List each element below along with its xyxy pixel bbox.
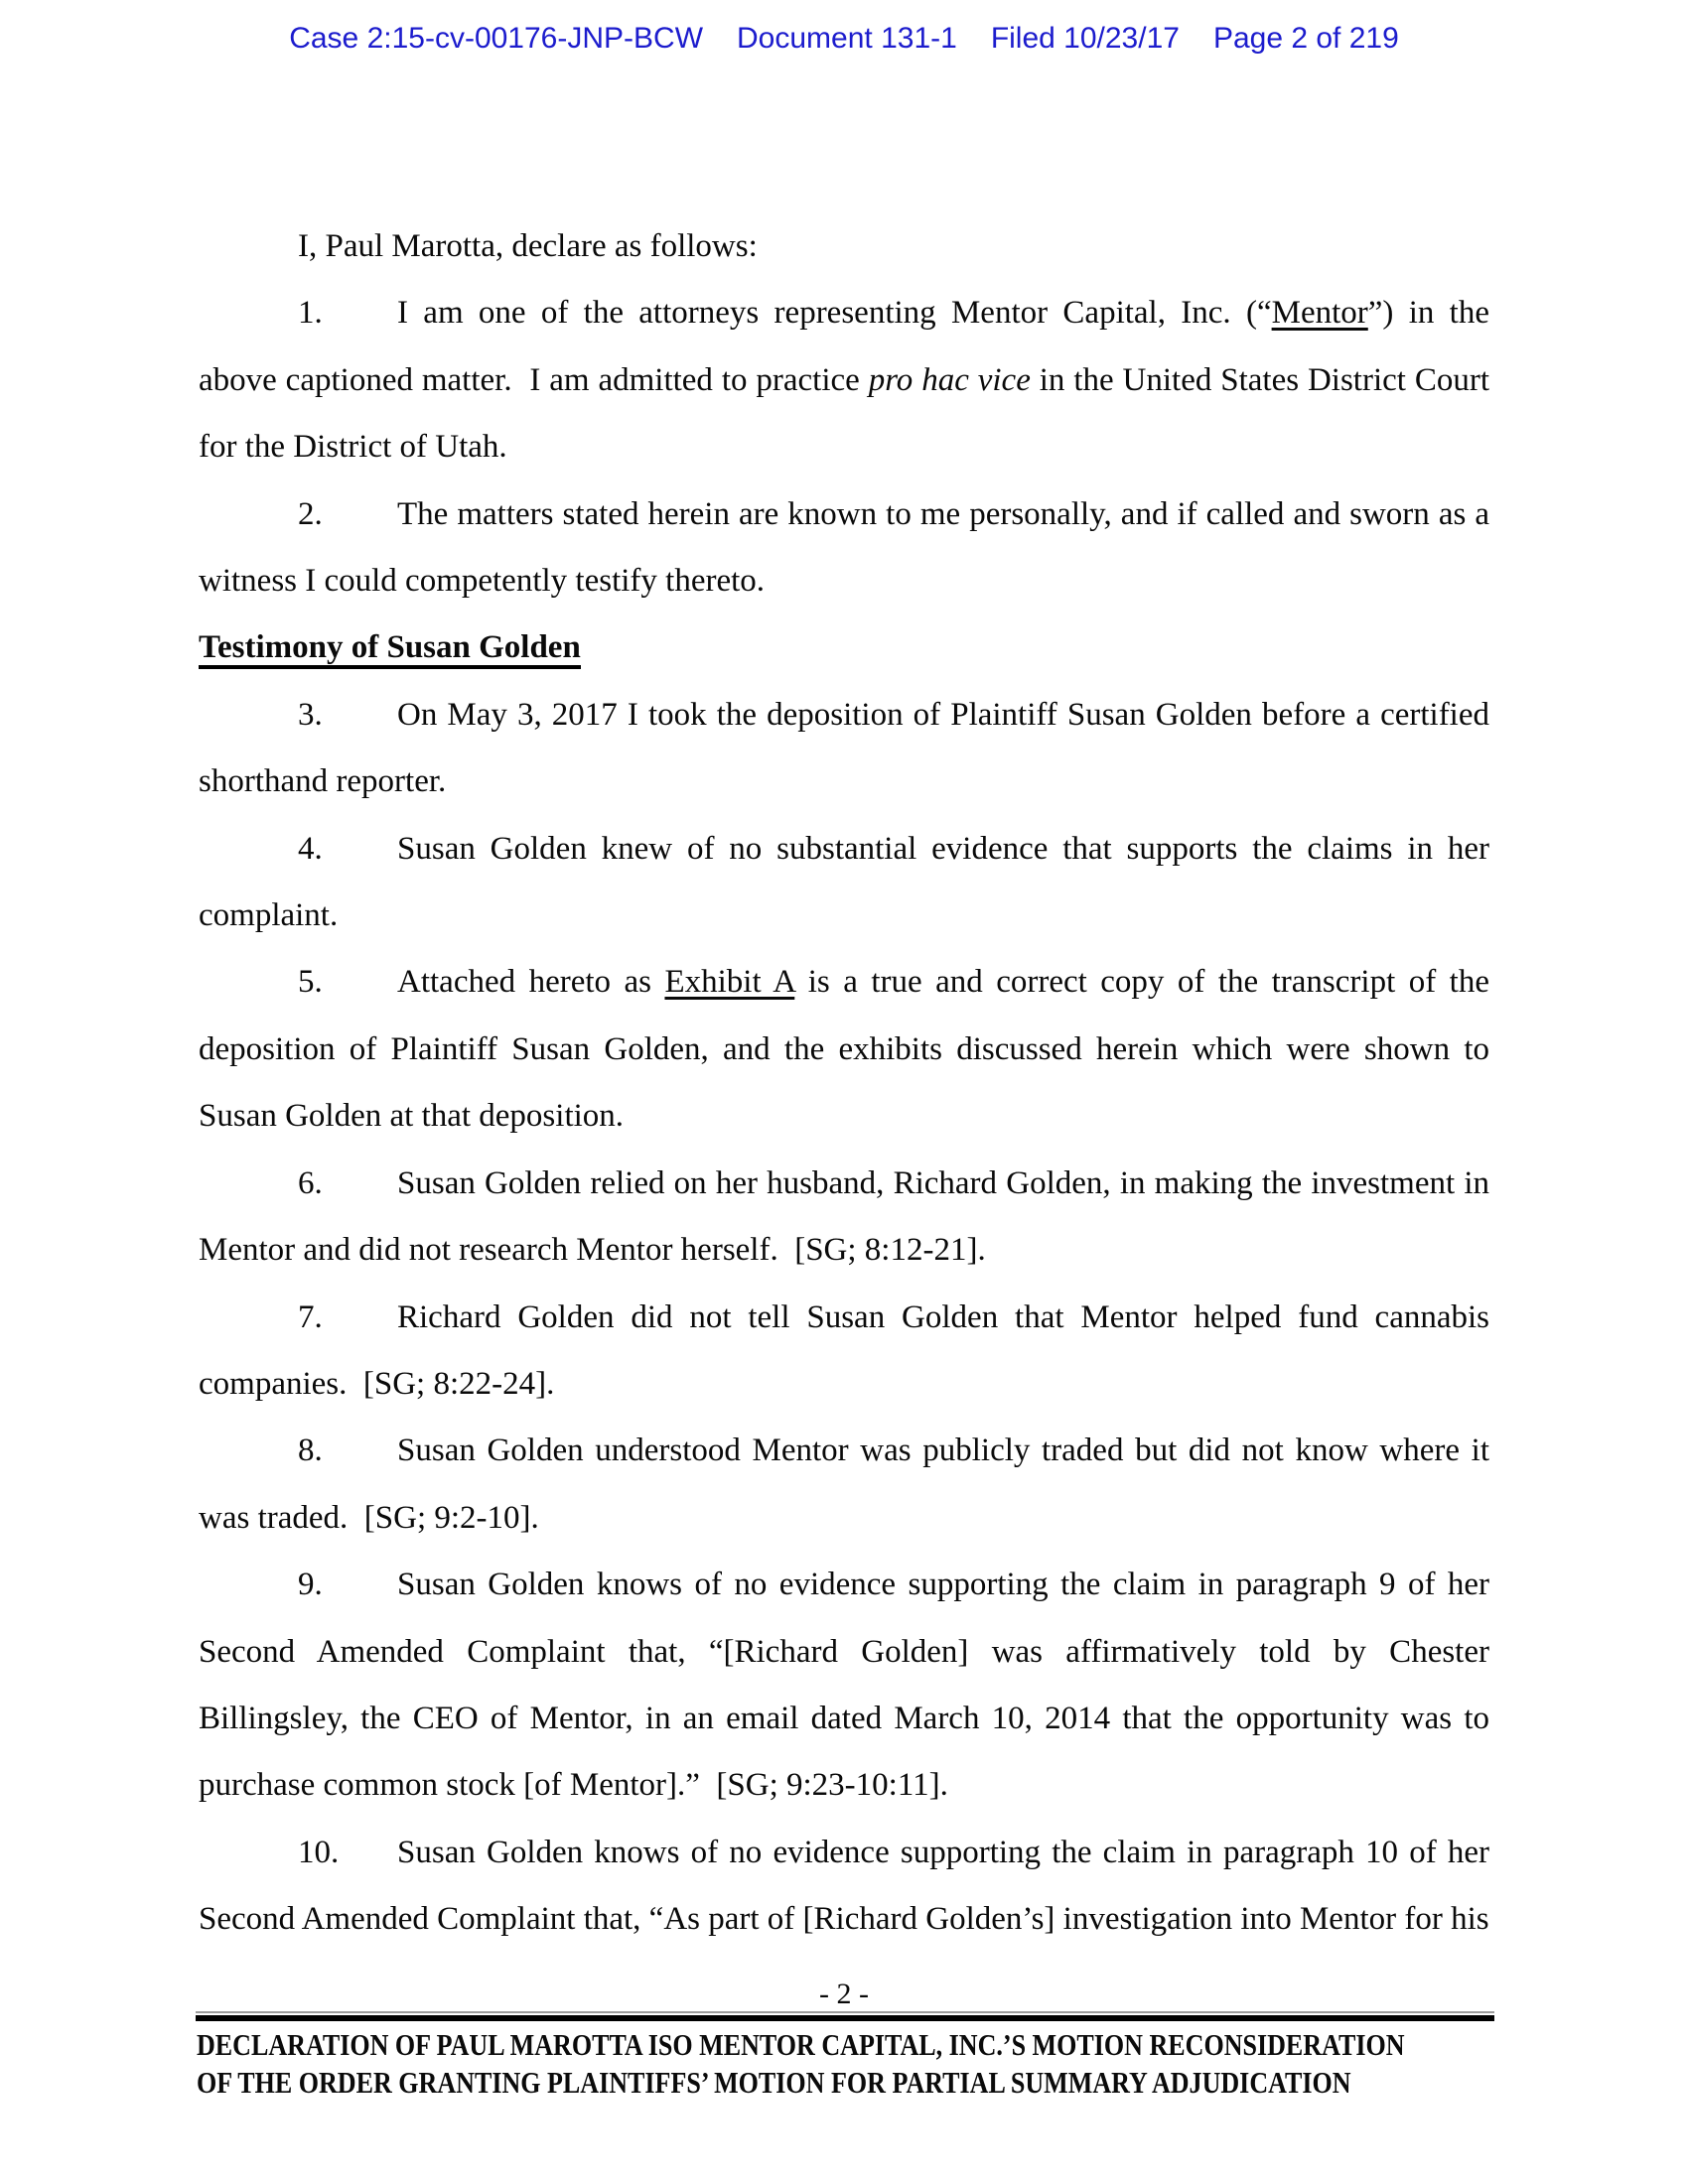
paragraph-text: Attached hereto as [397, 964, 665, 1001]
numbered-paragraph [199, 280, 1489, 480]
paragraph-number: 4. [298, 830, 323, 867]
footer-rule-thick-line [196, 2015, 1494, 2021]
numbered-paragraph [199, 682, 1489, 816]
paragraph-number: 2. [298, 495, 323, 532]
numbered-paragraph [199, 481, 1489, 615]
paragraph-text: I am one of the attorneys representing Mentor Capital, Inc. (“ [397, 295, 1272, 332]
paragraph-text: is a true and correct copy of the transcript of the deposition of Plaintiff Susan Golden, and the exhibits discussed herein which were shown to Susan Golden at that deposition. [199, 964, 1489, 1135]
paragraph-text: Susan Golden knew of no substantial evidence that supports the claims in her complaint. [199, 830, 1489, 934]
paragraph-number: 8. [298, 1433, 323, 1469]
underlined-text: Mentor [1271, 295, 1368, 332]
filed-date: Filed 10/23/17 [990, 22, 1180, 55]
paragraph-text: The matters stated herein are known to me personally, and if called and sworn as a witness I could competently testify thereto. [199, 495, 1489, 600]
footer-title-line-2: OF THE ORDER GRANTING PLAINTIFFS’ MOTION FOR PARTIAL SUMMARY ADJUDICATION [197, 2065, 1351, 2100]
document-body [199, 213, 1489, 1954]
paragraph-number: 9. [298, 1567, 323, 1603]
case-stamp-header [0, 22, 1688, 56]
footer-title [197, 2026, 1507, 2102]
section-heading-text: Testimony of Susan Golden [199, 629, 581, 669]
paragraph-text: ”) in the above captioned matter. I am admitted to practice [199, 295, 1489, 398]
numbered-paragraph [199, 1820, 1489, 1954]
numbered-paragraph [199, 1552, 1489, 1820]
paragraph-text: Richard Golden did not tell Susan Golden that Mentor helped fund cannabis companies. [SG; 8:22-24]. [199, 1298, 1489, 1402]
page-count: Page 2 of 219 [1212, 22, 1399, 55]
numbered-paragraph [199, 1418, 1489, 1552]
case-number: Case 2:15-cv-00176-JNP-BCW [289, 22, 704, 55]
paragraph-number: 10. [298, 1834, 340, 1870]
footer-rule [196, 2011, 1494, 2021]
underlined-text: Exhibit A [664, 964, 795, 1001]
paragraph-text: Susan Golden knows of no evidence supporting the claim in paragraph 10 of her Second Amended Complaint that, “As part of [Richard Golden’s] investigation into Mentor for his [199, 1834, 1489, 1938]
paragraph-text: I, Paul Marotta, declare as follows: [298, 228, 758, 264]
numbered-paragraph [199, 816, 1489, 950]
numbered-paragraph [199, 949, 1489, 1150]
section-heading [199, 614, 1489, 681]
intro-paragraph [199, 213, 1489, 280]
paragraph-text: Susan Golden relied on her husband, Richard Golden, in making the investment in Mentor and did not research Mentor herself. [SG; 8:12-21]. [199, 1164, 1489, 1269]
document-number: Document 131-1 [737, 22, 957, 55]
numbered-paragraph [199, 1151, 1489, 1285]
italic-text: pro hac vice [868, 361, 1031, 398]
paragraph-text: Susan Golden knows of no evidence supporting the claim in paragraph 9 of her Second Amended Complaint that, “[Richard Golden] was affirmatively told by Chester Billingsley, the CEO of Mentor, in an email dated March 10, 2014 that the opportunity was to purchase common stock [of Mentor].” [SG; 9:23-10:11]. [199, 1567, 1489, 1804]
paragraph-number: 6. [298, 1164, 323, 1201]
paragraph-number: 7. [298, 1298, 323, 1335]
footer-title-line-1: DECLARATION OF PAUL MAROTTA ISO MENTOR CAPITAL, INC.’S MOTION RECONSIDERATION [197, 2027, 1405, 2062]
paragraph-number: 5. [298, 964, 323, 1001]
paragraph-number: 3. [298, 696, 323, 733]
paragraph-text: Susan Golden understood Mentor was publicly traded but did not know where it was traded. [SG; 9:2-10]. [199, 1433, 1489, 1536]
paragraph-text: On May 3, 2017 I took the deposition of Plaintiff Susan Golden before a certified shorthand reporter. [199, 696, 1489, 800]
paragraph-number: 1. [298, 295, 323, 332]
page-number: - 2 - [819, 1978, 869, 2010]
numbered-paragraph [199, 1285, 1489, 1419]
paragraph-text: in the United States District Court for the District of Utah. [199, 361, 1489, 466]
